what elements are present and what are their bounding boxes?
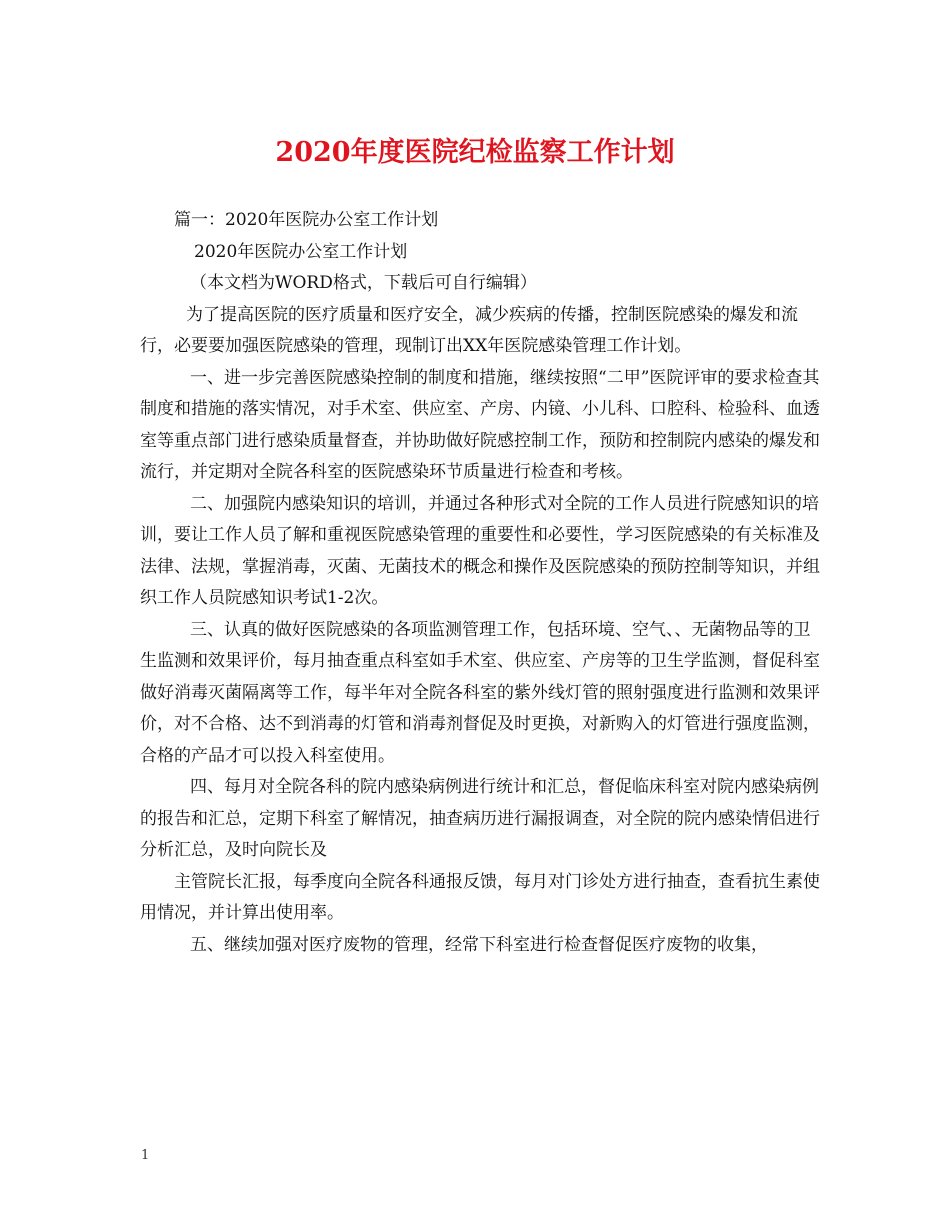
document-title: 2020年度医院纪检监察工作计划	[275, 137, 675, 168]
page-number: 1	[141, 1148, 150, 1163]
paragraph-item-3: 三、认真的做好医院感染的各项监测管理工作，包括环境、空气、、无菌物品等的卫生监测和效果评价，每月抽查重点科室如手术室、供应室、产房等的卫生学监测，督促科室做好消毒灭菌隔离等工作，每半年对全院各科室的紫外线灯管的照射强度进行监测和效果评价，对不合格、达不到消毒的灯管和消毒剂督促及时更换，对新购入的灯管进行强度监测，合格的产品才可以投入科室使用。	[140, 619, 820, 766]
paragraph-continuation: 主管院长汇报，每季度向全院各科通报反馈，每月对门诊处方进行抽查，查看抗生素使用情况，并计算出使用率。	[140, 871, 820, 923]
document-body	[140, 205, 820, 961]
subheading: 2020年医院办公室工作计划	[194, 241, 408, 262]
section-heading: 篇一：2020年医院办公室工作计划	[174, 210, 439, 230]
format-note: （本文档为WORD格式，下载后可自行编辑）	[190, 273, 537, 293]
intro-paragraph: 为了提高医院的医疗质量和医疗安全，减少疾病的传播，控制医院感染的爆发和流行，必要要加强医院感染的管理，现制订出XX年医院感染管理工作计划。	[140, 304, 798, 356]
paragraph-item-4: 四、每月对全院各科的院内感染病例进行统计和汇总，督促临床科室对院内感染病例的报告和汇总，定期下科室了解情况，抽查病历进行漏报调查，对全院的院内感染情侣进行分析汇总，及时向院长及	[140, 777, 820, 860]
paragraph-item-2: 二、加强院内感染知识的培训，并通过各种形式对全院的工作人员进行院感知识的培训，要让工作人员了解和重视医院感染管理的重要性和必要性，学习医院感染的有关标准及法律、法规，掌握消毒，灭菌、无菌技术的概念和操作及医院感染的预防控制等知识，并组织工作人员院感知识考试1-2次。	[140, 493, 820, 608]
paragraph-item-1: 一、进一步完善医院感染控制的制度和措施，继续按照“二甲”医院评审的要求检查其制度和措施的落实情况，对手术室、供应室、产房、内镜、小儿科、口腔科、检验科、血透室等重点部门进行感染质量督查，并协助做好院感控制工作，预防和控制院内感染的爆发和流行，并定期对全院各科室的医院感染环节质量进行检查和考核。	[140, 367, 820, 482]
paragraph-item-5: 五、继续加强对医疗废物的管理，经常下科室进行检查督促医疗废物的收集，	[190, 934, 768, 955]
